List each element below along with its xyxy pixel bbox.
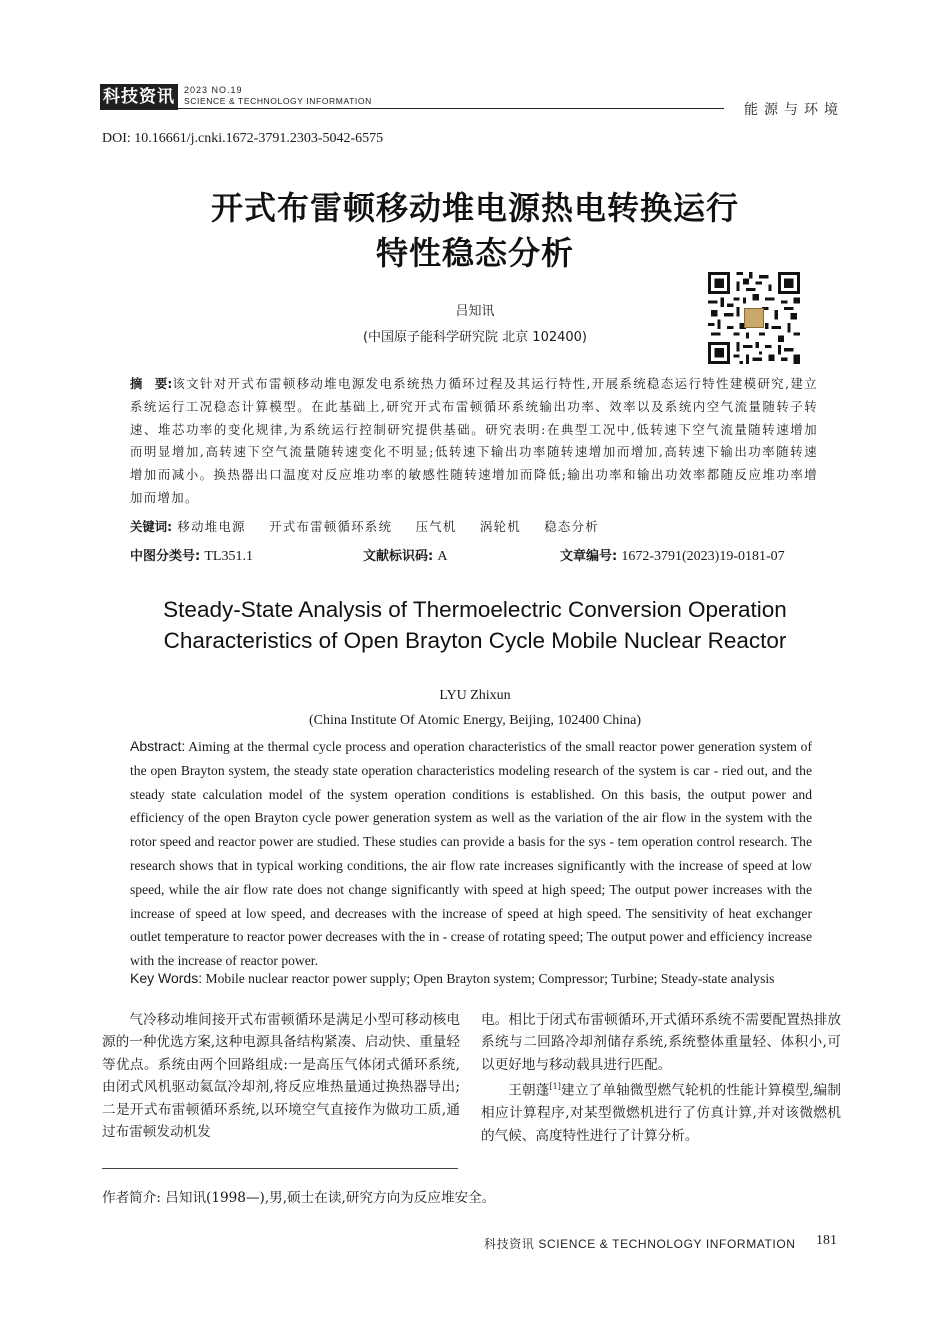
cited-author: 王朝蓬 <box>508 1082 550 1099</box>
document-code-label: 文献标识码: <box>363 549 434 564</box>
author-cn: 吕知讯 <box>455 304 495 319</box>
author-bio-footnote: 作者简介: 吕知讯(1998—),男,硕士在读,研究方向为反应堆安全。 <box>102 1190 496 1206</box>
header-rule <box>178 108 724 109</box>
affiliation-cn: (中国原子能科学研究院 北京 102400) <box>362 330 588 345</box>
document-code-value: A <box>437 549 448 564</box>
qr-code-icon <box>708 272 800 364</box>
article-number-value: 1672-3791(2023)19-0181-07 <box>621 549 785 564</box>
doi: DOI: 10.16661/j.cnki.1672-3791.2303-5042-6575 <box>102 131 384 146</box>
abstract-en-text: Aiming at the thermal cycle process and operation characteristics of the small reactor power generation system of the open Brayton system, the steady state operation characteristics modeling research of the system is car - ried out, and the steady state calculation model of the system operation conditions is established. On this basis, the output power and efficiency of the open Brayton cycle power generation system as well as the variation of the air flow in the system with the rotor speed and reactor power are studied. These studies can provide a basis for the sys - tem operation control research. The research shows that in typical working conditions, the air flow rate increases significantly with the increase of speed at low speed, while the air flow rate does not change significantly with speed at high speed; The output power increases with the increase of speed at low speed, and decreases with the increase of speed at high speed. The sensitivity of heat exchanger outlet temperature to reactor power decreases with the in - crease of rotating speed; The output power and efficiency increase with the increase of reactor power. <box>130 739 812 969</box>
abstract-cn <box>130 373 818 510</box>
journal-english-name: SCIENCE & TECHNOLOGY INFORMATION <box>184 96 372 106</box>
keyword-term: 涡轮机 <box>479 519 521 534</box>
citation-ref[interactable]: [1] <box>549 1082 561 1092</box>
body-column-left <box>102 1009 460 1143</box>
affiliation-en: (China Institute Of Atomic Energy, Beijing, 102400 China) <box>308 713 642 728</box>
abstract-cn-text: 该文针对开式布雷顿移动堆电源发电系统热力循环过程及其运行特性,开展系统稳态运行特性建模研究,建立系统运行工况稳态计算模型。在此基础上,研究开式布雷顿循环系统输出功率、效率以及系统内空气流量随转子转速、堆芯功率的变化规律,为系统运行控制研究提供基础。研究表明:在典型工况中,低转速下空气流量随转速增加而明显增加,高转速下空气流量随转速变化不明显;低转速下输出功率随转速增加而增加,高转速下输出功率随转速增加而减小。换热器出口温度对反应堆功率的敏感性随转速增加而降低;输出功率和输出功效率都随反应堆功率增加而增加。 <box>130 376 818 505</box>
keyword-term: 开式布雷顿循环系统 <box>269 519 393 534</box>
body-paragraph <box>481 1076 841 1147</box>
body-paragraph: 气冷移动堆间接开式布雷顿循环是满足小型可移动核电源的一种优选方案,这种电源具备结构紧凑、启动快、重量轻等优点。系统由两个回路组成:一是高压气体闭式循环系统,由闭式风机驱动氦氙冷却剂,将反应堆热量通过换热器导出;二是开式布雷顿循环系统,以环境空气直接作为做功工质,通过布雷顿发动机发 <box>102 1012 460 1141</box>
document-code <box>363 545 447 565</box>
clc-number <box>130 545 253 565</box>
footer-journal: 科技资讯 SCIENCE & TECHNOLOGY INFORMATION <box>484 1237 796 1251</box>
clc-label: 中图分类号: <box>130 549 201 564</box>
abstract-en <box>130 735 812 973</box>
section-category: 能源与环境 <box>744 102 844 118</box>
title-en-line1: Steady-State Analysis of Thermoelectric Conversion Operation <box>163 597 787 622</box>
title-en-line2: Characteristics of Open Brayton Cycle Mobile Nuclear Reactor <box>163 628 787 653</box>
title-cn-line1: 开式布雷顿移动堆电源热电转换运行 <box>210 189 739 227</box>
abstract-cn-label: 摘 要: <box>130 376 173 391</box>
keywords-en <box>130 970 850 987</box>
keyword-term: 压气机 <box>415 519 457 534</box>
abstract-en-label: Abstract: <box>130 738 186 754</box>
body-paragraph: 电。相比于闭式布雷顿循环,开式循环系统不需要配置热排放系统与二回路冷却剂储存系统,系统整体重量轻、体积小,可以更好地与移动载具进行匹配。 <box>481 1012 841 1073</box>
paragraph-text: 建立了单轴微型燃气轮机的性能计算模型,编制相应计算程序,对某型微燃机进行了仿真计算,并对该微燃机的气候、高度特性进行了计算分析。 <box>481 1082 841 1144</box>
issue-number: 2023 NO.19 <box>184 85 243 95</box>
author-en: LYU Zhixun <box>439 688 511 703</box>
journal-logo: 科技资讯 <box>100 84 178 110</box>
article-number-label: 文章编号: <box>560 549 618 564</box>
keywords-cn-label: 关键词: <box>130 519 173 534</box>
article-number <box>560 545 785 565</box>
body-column-right <box>481 1009 841 1147</box>
keyword-term: 移动堆电源 <box>177 519 246 534</box>
keywords-en-text: Mobile nuclear reactor power supply; Open Brayton system; Compressor; Turbine; Steady-state analysis <box>205 971 775 986</box>
footnote-rule <box>102 1168 458 1169</box>
keyword-term: 稳态分析 <box>544 519 599 534</box>
page-number: 181 <box>816 1233 837 1248</box>
keywords-en-label: Key Words: <box>130 970 203 986</box>
title-cn-line2: 特性稳态分析 <box>375 234 574 272</box>
keywords-cn <box>130 517 617 535</box>
clc-value: TL351.1 <box>204 549 253 564</box>
